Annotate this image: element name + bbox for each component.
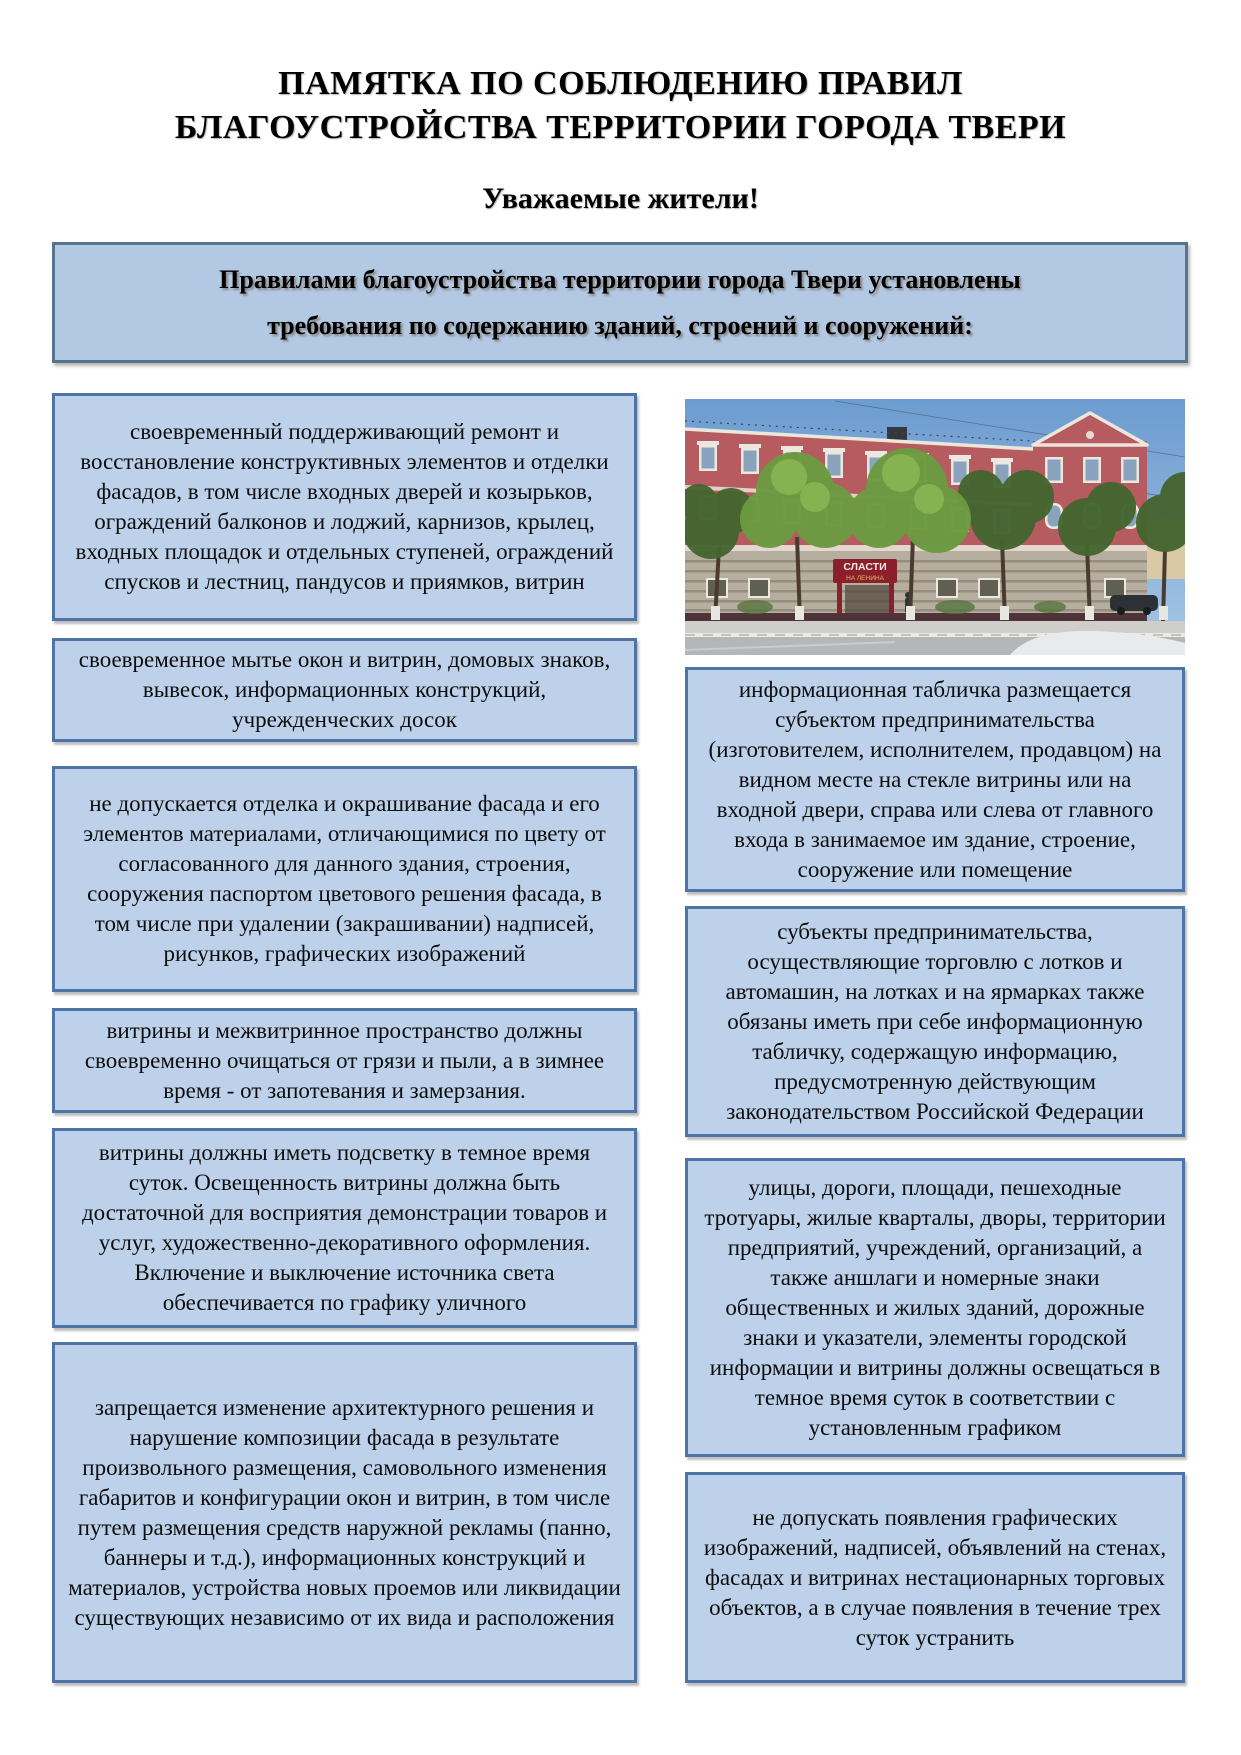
rule-text: улицы, дороги, площади, пешеходные тротуары, жилые кварталы, дворы, территории предприятий, учреждений, организаций, а также аншлаги и номерные знаки общественных и жилых зданий, дорожные знаки и указатели, элементы городской информации и витрины должны освещаться в темное время суток в соответствии с установленным графиком (704, 1174, 1166, 1440)
rule-text: запрещается изменение архитектурного решения и нарушение композиции фасада в результате произвольного размещения, самовольного изменения габаритов и конфигурации окон и витрин, в том числе путем размещения средств наружной рекламы (панно, баннеры и т.д.), информационных конструкций и материалов, устройства новых проемов или ликвидации существующих независимо от их вида и расположения (68, 1394, 621, 1630)
page-title-line2: БЛАГОУСТРОЙСТВА ТЕРРИТОРИИ ГОРОДА ТВЕРИ (174, 109, 1067, 146)
rule-text: не допускается отделка и окрашивание фасада и его элементов материалами, отличающимися по цвету от согласованного для данного здания, строения, сооружения паспортом цветового решения фасада, в том числе при удалении (закрашивании) надписей, рисунков, графических изображений (83, 791, 606, 966)
intro-box (52, 242, 1188, 363)
rule-box-left-4 (52, 1008, 637, 1113)
rule-text: субъекты предпринимательства, осуществляющие торговлю с лотков и автомашин, на лотках и на ярмарках также обязаны иметь при себе информационную табличку, содержащую информацию, предусмотренную действующим законодательством Российской Федерации (725, 918, 1145, 1124)
intro-line1: Правилами благоустройства территории города Твери установлены (219, 264, 1021, 294)
rule-box-right-4 (685, 1472, 1185, 1683)
rule-text: информационная табличка размещается субъектом предпринимательства (изготовителем, исполнителем, продавцом) на видном месте на стекле витрины или на входной двери, справа или слева от главного входа в занимаемое им здание, строение, сооружение или помещение (708, 676, 1162, 882)
rule-box-left-1 (52, 393, 637, 621)
rule-box-right-1 (685, 667, 1185, 892)
rule-text: не допускать появления графических изображений, надписей, объявлений на стенах, фасадах и витринах нестационарных торговых объектов, а в случае появления в течение трех суток устранить (703, 1504, 1167, 1650)
greeting-heading: Уважаемые жители! (482, 182, 759, 215)
building-photo (685, 399, 1185, 655)
rule-text: витрины и межвитринное пространство должны своевременно очищаться от грязи и пыли, а в зимнее время - от запотевания и замерзания. (84, 1017, 605, 1103)
rule-box-left-2 (52, 638, 637, 742)
building-photo-svg (685, 399, 1185, 655)
page-title-line1: ПАМЯТКА ПО СОБЛЮДЕНИЮ ПРАВИЛ (278, 65, 963, 102)
rule-box-left-3 (52, 766, 637, 992)
rule-box-right-3 (685, 1158, 1185, 1457)
intro-line2: требования по содержанию зданий, строений и сооружений: (267, 310, 973, 340)
rule-box-right-2 (685, 906, 1185, 1137)
rule-text: витрины должны иметь подсветку в темное время суток. Освещенность витрины должна быть достаточной для восприятия демонстрации товаров и услуг, художественно-декоративного оформления. Включение и выключение источника света обеспечивается по графику уличного (81, 1140, 608, 1315)
rule-box-left-6 (52, 1342, 637, 1683)
rule-text: своевременное мытье окон и витрин, домовых знаков, вывесок, информационных конструкций, учрежденческих досок (78, 647, 611, 732)
page-title (0, 62, 1241, 150)
sign-text-line1: СЛАСТИ (843, 561, 887, 573)
rule-box-left-5 (52, 1128, 637, 1328)
rule-text: своевременный поддерживающий ремонт и восстановление конструктивных элементов и отделки фасадов, в том числе входных дверей и козырьков, ограждений балконов и лоджий, карнизов, крылец, входных площадок и отдельных ступеней, ограждений спусков и лестниц, пандусов и приямков, витрин (75, 419, 614, 594)
sign-text-line2: НА ЛЕНИНА (846, 575, 884, 582)
